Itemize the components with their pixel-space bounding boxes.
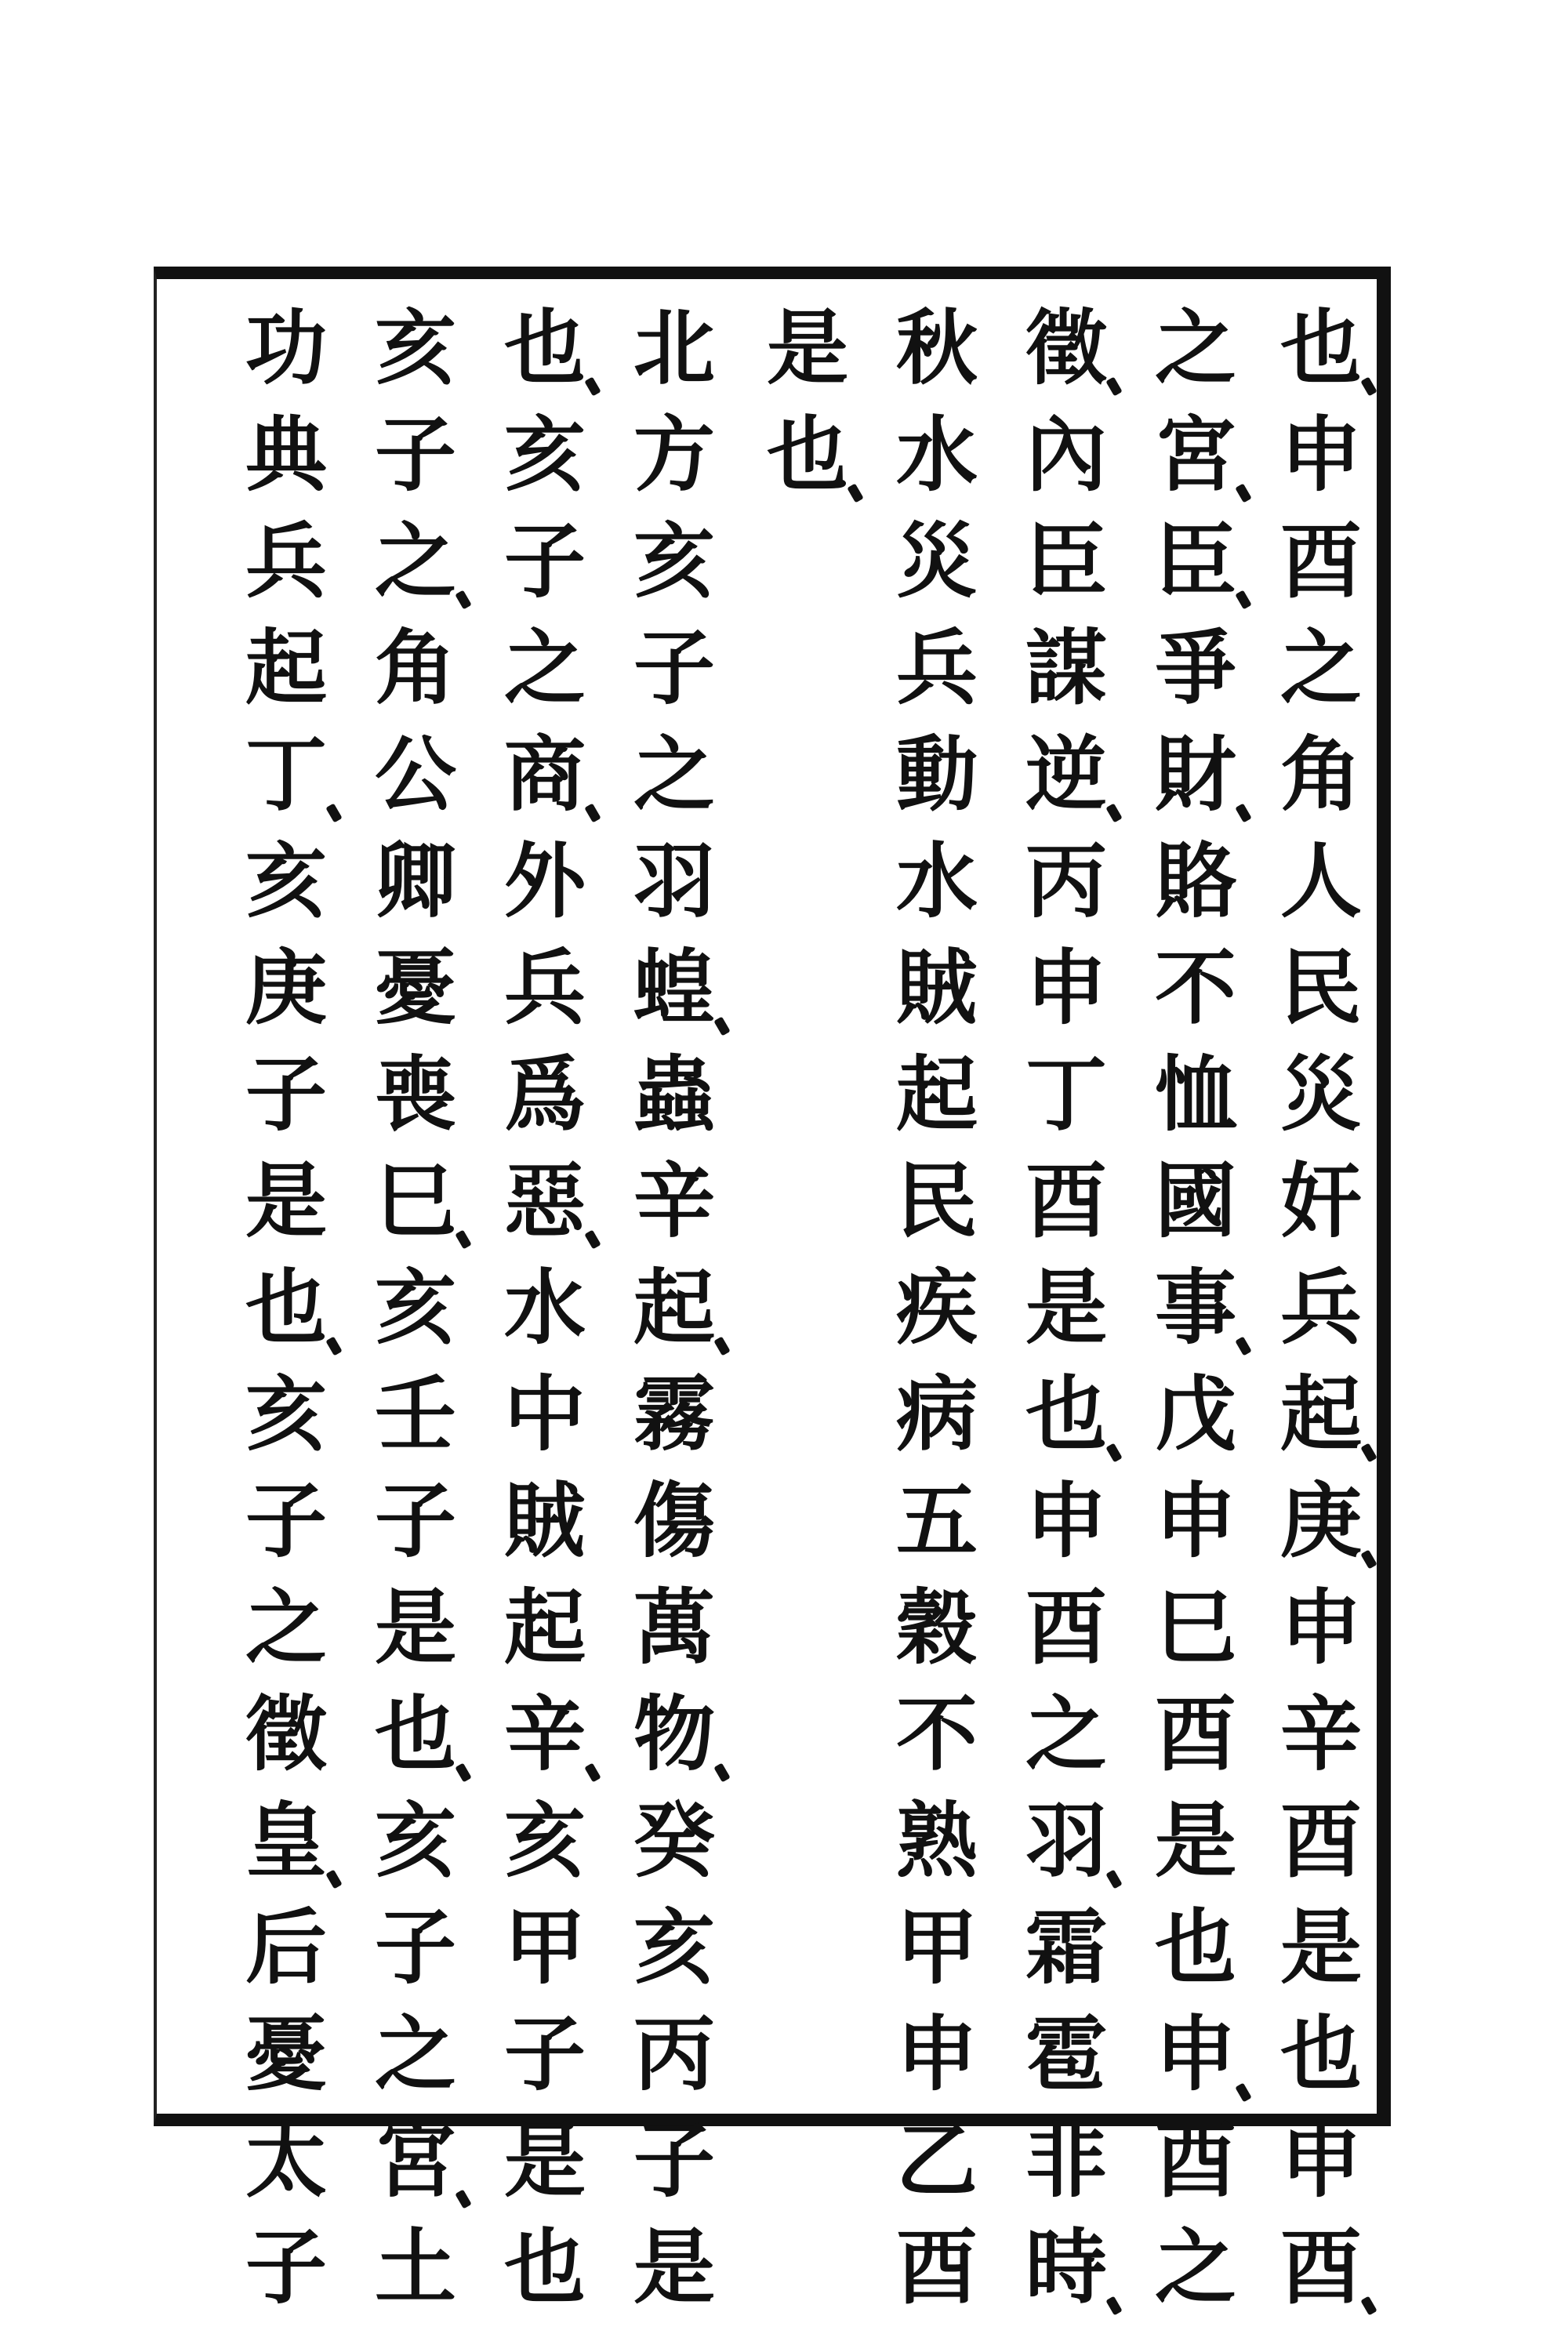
column-character: 水 [895,833,978,929]
column-character: 辛 [1279,1686,1362,1782]
column-character: 起 [615,1254,733,1361]
column-character: 之 [1279,619,1362,716]
column-character: 巳 [357,1148,474,1254]
column-character: 惡 [486,1148,604,1254]
column-character: 不 [895,1686,978,1782]
column-character: 子 [633,2112,715,2209]
column-character: 方 [633,406,715,503]
column-character: 卿 [374,833,456,929]
column-character: 子 [245,1046,327,1142]
column-character: 是 [1279,1899,1362,1995]
column-character: 憂 [245,2005,327,2102]
column-character: 起 [895,1046,978,1142]
column-character: 穀 [895,1579,978,1675]
column-character: 外 [503,833,586,929]
column-character: 起 [503,1579,586,1675]
column-character: 申 [895,2005,978,2102]
text-column-9 [227,295,345,2315]
column-character: 也 [486,295,604,401]
column-character: 乙 [895,2112,978,2209]
column-character: 亥 [245,833,327,929]
text-column-6 [615,295,733,2315]
column-character: 不 [1154,939,1236,1036]
column-character: 奸 [1279,1152,1362,1249]
column-character: 亥 [503,406,586,503]
column-character: 丙 [1025,833,1107,929]
column-character: 子 [374,1472,456,1569]
column-character: 物 [615,1681,733,1788]
column-character: 酉 [1154,2112,1236,2209]
column-character: 亥 [633,1899,715,1995]
column-character: 兵 [1279,1259,1362,1356]
column-character: 憂 [374,939,456,1036]
column-character: 霜 [1025,1899,1107,1995]
column-character: 丁 [1025,1046,1107,1142]
column-character: 雹 [1025,2005,1107,2102]
column-character: 兵 [895,619,978,716]
column-character: 亥 [245,1366,327,1462]
column-character: 酉 [1279,513,1362,609]
column-character: 酉 [1154,1686,1236,1782]
column-character: 是 [245,1152,327,1249]
column-character: 土 [374,2219,456,2315]
column-character: 申 [1279,2112,1362,2209]
column-character: 后 [245,1899,327,1995]
column-character: 酉 [1025,1152,1107,1249]
column-character: 病 [895,1366,978,1462]
column-character: 酉 [1262,2214,1380,2321]
text-columns [157,279,1377,2315]
column-character: 申 [1137,2001,1254,2107]
column-character: 徵 [1007,295,1125,401]
column-character: 五 [895,1472,978,1569]
column-character: 申 [1279,406,1362,503]
column-character: 民 [895,1152,978,1249]
column-character: 臣 [1025,513,1107,609]
text-column-4 [878,295,996,2315]
column-character: 起 [245,619,327,716]
column-character: 之 [1154,2219,1236,2315]
column-character: 之 [1025,1686,1107,1782]
column-character: 熟 [895,1792,978,1889]
column-character: 子 [245,2219,327,2315]
column-character: 申 [1154,1472,1236,1569]
column-character: 也 [357,1681,474,1788]
column-character: 也 [503,2219,586,2315]
column-character: 民 [1279,939,1362,1036]
column-character: 皇 [227,1788,345,1894]
column-character: 子 [245,1472,327,1569]
column-character: 申 [1025,1472,1107,1569]
column-character: 賊 [895,939,978,1036]
column-character: 兵 [503,939,586,1036]
column-character: 之 [633,726,715,822]
column-character: 恤 [1154,1046,1236,1142]
column-character: 也 [1007,1361,1125,1468]
text-column-1 [1262,295,1380,2315]
column-character: 丁 [227,721,345,828]
column-character: 是 [633,2219,715,2315]
column-character: 甲 [503,1899,586,1995]
column-character: 申 [1279,1579,1362,1675]
column-character: 賊 [503,1472,586,1569]
column-character: 功 [245,299,327,396]
column-character: 之 [1154,299,1236,396]
column-character: 戊 [1154,1366,1236,1462]
column-character: 疾 [895,1259,978,1356]
column-character: 蟲 [633,1046,715,1142]
column-character: 庚 [245,939,327,1036]
column-character: 臣 [1137,508,1254,615]
column-character: 庚 [1262,1468,1380,1574]
text-column-8 [357,295,474,2315]
column-character: 非 [1025,2112,1107,2209]
column-character: 是 [374,1579,456,1675]
column-character: 巳 [1154,1579,1236,1675]
column-character: 內 [1025,406,1107,503]
column-character: 也 [1279,2005,1362,2102]
column-character: 壬 [374,1366,456,1462]
column-character: 辛 [633,1152,715,1249]
column-character: 爲 [503,1046,586,1142]
column-character: 酉 [1025,1579,1107,1675]
column-character: 水 [503,1259,586,1356]
column-character: 公 [374,726,456,822]
column-character: 是 [503,2112,586,2209]
column-character: 中 [503,1366,586,1462]
column-character: 時 [1007,2214,1125,2321]
column-character: 亥 [374,299,456,396]
column-character: 秋 [895,299,978,396]
column-character: 是 [1025,1259,1107,1356]
column-character: 蝗 [615,935,733,1041]
column-character: 亥 [633,513,715,609]
column-character: 子 [633,619,715,716]
column-character: 兵 [245,513,327,609]
column-character: 徵 [245,1686,327,1782]
column-character: 是 [1154,1792,1236,1889]
column-character: 羽 [633,833,715,929]
column-character: 財 [1137,721,1254,828]
column-character: 人 [1279,833,1362,929]
column-character: 傷 [633,1472,715,1569]
text-column-7 [486,295,604,2315]
column-character: 起 [1262,1361,1380,1468]
column-character: 太 [245,2112,327,2209]
column-character: 子 [374,406,456,503]
column-character: 也 [1262,295,1380,401]
column-character: 角 [374,619,456,716]
column-character: 亥 [374,1259,456,1356]
text-column-3 [1007,295,1125,2315]
column-character: 宮 [1137,401,1254,508]
column-character: 羽 [1007,1788,1125,1894]
column-character: 宮 [357,2107,474,2214]
column-character: 角 [1279,726,1362,822]
column-character: 辛 [486,1681,604,1788]
column-character: 謀 [1025,619,1107,716]
text-column-5 [749,295,866,2114]
column-character: 之 [503,619,586,716]
column-character: 爭 [1154,619,1236,716]
column-character: 子 [374,1899,456,1995]
text-column-2 [1137,295,1254,2315]
column-character: 賂 [1154,833,1236,929]
column-character: 癸 [633,1792,715,1889]
column-character: 也 [1154,1899,1236,1995]
column-character: 霧 [633,1366,715,1462]
page-frame [154,267,1391,2315]
column-character: 喪 [374,1046,456,1142]
column-character: 也 [749,401,866,508]
column-character: 亥 [374,1792,456,1889]
column-character: 事 [1137,1254,1254,1361]
column-character: 水 [895,406,978,503]
column-character: 是 [766,299,848,396]
column-character: 災 [1279,1046,1362,1142]
column-character: 之 [374,2005,456,2102]
column-character: 國 [1154,1152,1236,1249]
column-character: 也 [227,1254,345,1361]
column-character: 子 [503,2005,586,2102]
column-character: 之 [357,508,474,615]
column-character: 逆 [1007,721,1125,828]
column-character: 之 [245,1579,327,1675]
column-character: 子 [503,513,586,609]
column-character: 災 [895,513,978,609]
column-character: 北 [633,299,715,396]
column-character: 甲 [895,1899,978,1995]
column-character: 典 [245,406,327,503]
column-character: 萬 [633,1579,715,1675]
column-character: 商 [486,721,604,828]
column-character: 酉 [1279,1792,1362,1889]
column-character: 酉 [895,2219,978,2315]
column-character: 申 [1025,939,1107,1036]
column-character: 亥 [503,1792,586,1889]
column-character: 動 [895,726,978,822]
column-character: 丙 [633,2005,715,2102]
